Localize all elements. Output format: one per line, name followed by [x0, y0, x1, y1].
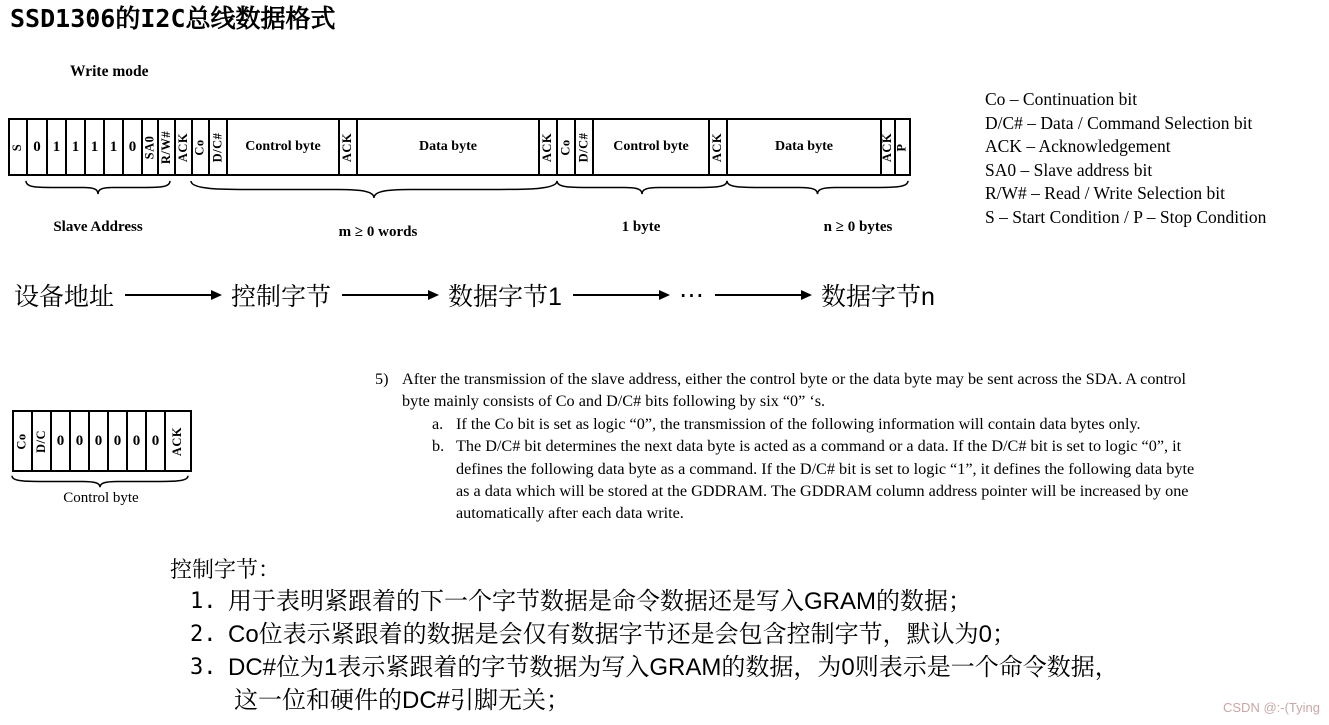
frame-cell: [710, 120, 728, 174]
frame-cell: [176, 120, 193, 174]
control-byte-cell: [128, 412, 147, 470]
control-byte-cell: [147, 412, 166, 470]
flow-node-data-byte-n: 数据字节n: [820, 283, 935, 311]
control-byte-cell-label: 0: [75, 432, 84, 449]
watermark: CSDN @:-(Tying: [1223, 700, 1320, 715]
right-arrow-icon: [342, 294, 437, 296]
frame-cell: [228, 120, 340, 174]
paragraph-body: [402, 368, 1201, 525]
frame-cell-label: Data byte: [419, 139, 477, 154]
frame-cell-label: Co: [193, 138, 207, 156]
control-byte-cell: [71, 412, 90, 470]
frame-cell-label: 1: [52, 138, 61, 155]
frame-cell: [10, 120, 28, 174]
frame-cell-label: 1: [109, 138, 118, 155]
control-byte-cell-label: 0: [132, 432, 141, 449]
frame-cell-label: R/W#: [159, 130, 173, 164]
frame-cell: [340, 120, 358, 174]
note-item: [190, 618, 1119, 651]
data-flow: [14, 277, 935, 313]
flow-ellipsis: ⋯: [678, 281, 704, 309]
frame-cell: [576, 120, 594, 174]
brace-one-byte: [557, 180, 727, 195]
note-text: DC#位为1表示紧跟着的字节数据为写入GRAM的数据，为0则表示是一个命令数据，: [228, 654, 1119, 681]
sub-item-a: [432, 413, 1201, 435]
legend-item: R/W# – Read / Write Selection bit: [985, 183, 1226, 204]
frame-cell: [48, 120, 67, 174]
control-byte-cell-label: D/C: [34, 429, 48, 453]
sub-item-text: The D/C# bit determines the next data byte is acted as a command or a data. If the D/C# bit is set to logic “0”, it defines the following data byte as a command. If the D/C# bit is set to logic “1”, it defines the following data byte as a data which will be stored at the GDDRAM. The GDDRAM column address pointer will be increased by one automatically after each data write.: [456, 437, 1195, 523]
frame-cell-label: P: [894, 142, 909, 152]
frame-cell: [86, 120, 105, 174]
frame-cell: [210, 120, 228, 174]
frame-cell-label: ACK: [176, 132, 190, 162]
frame-cell-label: 1: [90, 138, 99, 155]
frame-cell-label: 0: [33, 138, 41, 155]
frame-cell: [193, 120, 210, 174]
n-bytes-label: n ≥ 0 bytes: [823, 219, 893, 235]
flow-node-data-byte-1: 数据字节1: [448, 283, 562, 311]
frame-cell-label: D/C#: [210, 132, 225, 162]
slave-address-label: Slave Address: [53, 219, 143, 235]
flow-node-control-byte: 控制字节: [231, 283, 332, 311]
brace-control-byte: [12, 475, 188, 488]
note-text: 用于表明紧跟着的下一个字节数据是命令数据还是写入GRAM的数据；: [228, 588, 972, 615]
sub-item-b: [432, 435, 1201, 525]
paragraph-5: [375, 368, 1201, 525]
control-byte-cell: [166, 412, 190, 470]
sub-item-label: b.: [432, 437, 445, 456]
control-byte-cell-label: ACK: [170, 426, 185, 456]
legend: [985, 88, 1266, 230]
right-arrow-icon: [125, 294, 220, 296]
brace-n-bytes: [727, 180, 908, 195]
frame-cell: [143, 120, 159, 174]
note-text-continued: 这一位和硬件的DC#引脚无关；: [234, 687, 571, 714]
paragraph-intro: After the transmission of the slave address, either the control byte or the data byte may be sent across the SDA. A control byte mainly consists of Co and D/C# bits following by six “0” ‘s.: [402, 370, 1186, 411]
frame-cell-label: S: [10, 143, 25, 151]
frame-cell-label: Data byte: [775, 139, 833, 154]
frame-cell: [67, 120, 86, 174]
frame-cell-label: SA0: [142, 135, 157, 159]
frame-cell-label: D/C#: [576, 132, 591, 162]
legend-item: S – Start Condition / P – Stop Condition: [985, 206, 1267, 227]
frame-cell-label: Control byte: [613, 139, 689, 154]
legend-item: D/C# – Data / Command Selection bit: [985, 112, 1253, 133]
frame-cell-label: ACK: [540, 132, 555, 162]
i2c-frame-diagram: [8, 118, 911, 176]
note-item: [190, 651, 1119, 717]
legend-item: SA0 – Slave address bit: [985, 159, 1153, 180]
frame-cell: [728, 120, 882, 174]
frame-cell: [558, 120, 576, 174]
note-number: 3.: [190, 655, 217, 680]
control-byte-cell: [33, 412, 52, 470]
frame-cell-label: Control byte: [245, 139, 321, 154]
right-arrow-icon: [715, 294, 810, 296]
control-byte-diagram: [12, 410, 192, 472]
right-arrow-icon: [573, 294, 668, 296]
frame-cell: [358, 120, 540, 174]
sub-item-label: a.: [432, 414, 444, 433]
frame-cell: [540, 120, 558, 174]
control-byte-cell: [52, 412, 71, 470]
frame-cell: [594, 120, 710, 174]
control-byte-cell: [109, 412, 128, 470]
flow-node-device-address: 设备地址: [14, 283, 115, 311]
frame-cell-label: ACK: [880, 132, 895, 162]
m-words-label: m ≥ 0 words: [338, 224, 418, 240]
legend-item: Co – Continuation bit: [985, 89, 1138, 109]
frame-cell-label: 0: [128, 138, 137, 155]
control-byte-cell-label: 0: [56, 432, 65, 449]
control-byte-cell: [14, 412, 33, 470]
frame-cell: [124, 120, 143, 174]
write-mode-label: Write mode: [70, 63, 149, 80]
control-byte-cell-label: 0: [113, 432, 122, 449]
notes-heading: 控制字节：: [170, 557, 281, 582]
note-text: Co位表示紧跟着的数据是会仅有数据字节还是会包含控制字节，默认为0；: [228, 621, 1017, 648]
brace-m-words: [191, 180, 557, 199]
frame-cell-label: Co: [558, 138, 573, 156]
legend-item: ACK – Acknowledgement: [985, 136, 1171, 157]
frame-cell-label: ACK: [710, 132, 725, 162]
notes-list: [190, 585, 1119, 717]
note-number: 2.: [190, 622, 217, 647]
page-title: SSD1306的I2C总线数据格式: [10, 4, 336, 33]
control-byte-caption: Control byte: [63, 490, 139, 506]
control-byte-cell: [90, 412, 109, 470]
note-number: 1.: [190, 589, 217, 614]
control-byte-cell-label: Co: [15, 432, 29, 450]
frame-cell-label: 1: [71, 138, 80, 155]
frame-cell: [28, 120, 48, 174]
control-byte-cell-label: 0: [151, 432, 160, 449]
paragraph-number: 5): [375, 370, 389, 388]
brace-slave-address: [26, 180, 170, 195]
frame-cell-label: ACK: [340, 132, 355, 162]
frame-cell: [896, 120, 909, 174]
one-byte-label: 1 byte: [621, 219, 661, 235]
control-byte-cell-label: 0: [94, 432, 103, 449]
note-item: [190, 585, 1119, 618]
frame-cell: [159, 120, 176, 174]
frame-cell: [105, 120, 124, 174]
sub-item-text: If the Co bit is set as logic “0”, the transmission of the following information will contain data bytes only.: [456, 414, 1141, 433]
